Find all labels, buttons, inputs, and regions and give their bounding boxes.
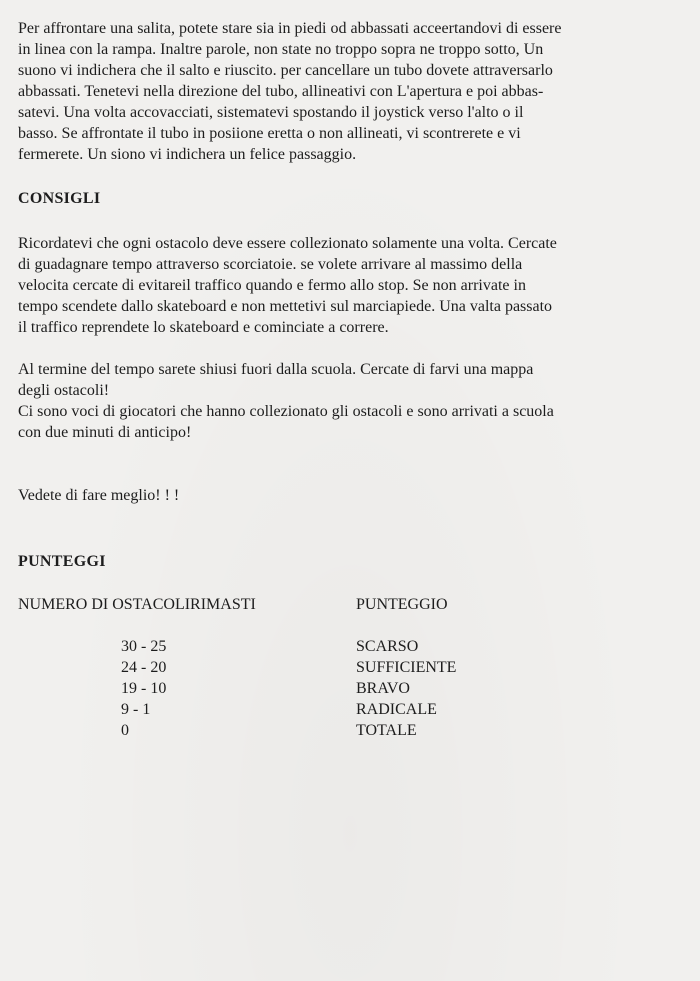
consigli-line: con due minuti di anticipo! xyxy=(18,424,192,441)
intro-paragraph xyxy=(18,18,658,165)
score-rating: RADICALE xyxy=(356,701,437,718)
punteggi-heading: PUNTEGGI xyxy=(18,553,106,570)
intro-line: abbassati. Tenetevi nella direzione del tubo, allineativi con L'apertura e poi abbas- xyxy=(18,83,544,100)
score-row xyxy=(0,722,700,743)
score-row xyxy=(0,680,700,701)
score-range: 30 - 25 xyxy=(121,638,167,655)
consigli-line: Ricordatevi che ogni ostacolo deve essere collezionato solamente una volta. Cercate xyxy=(18,235,557,252)
score-row xyxy=(0,638,700,659)
column-header-obstacles: NUMERO DI OSTACOLIRIMASTI xyxy=(18,596,256,613)
intro-line: basso. Se affrontate il tubo in posiione eretta o non allineati, vi scontrerete e vi xyxy=(18,125,521,142)
score-range: 19 - 10 xyxy=(121,680,167,697)
score-rating: TOTALE xyxy=(356,722,417,739)
consigli-paragraph-1 xyxy=(18,233,658,338)
score-range: 24 - 20 xyxy=(121,659,167,676)
closing-text: Vedete di fare meglio! ! ! xyxy=(18,487,180,504)
score-rating: SUFFICIENTE xyxy=(356,659,457,676)
score-range: 9 - 1 xyxy=(121,701,151,718)
score-rating: BRAVO xyxy=(356,680,410,697)
consigli-line: il traffico reprendete lo skateboard e cominciate a correre. xyxy=(18,319,389,336)
score-rating: SCARSO xyxy=(356,638,419,655)
consigli-paragraph-2 xyxy=(18,359,658,443)
score-row xyxy=(0,701,700,722)
consigli-line: degli ostacoli! xyxy=(18,382,110,399)
consigli-line: di guadagnare tempo attraverso scorciatoie. se volete arrivare al massimo della xyxy=(18,256,523,273)
consigli-line: Ci sono voci di giocatori che hanno collezionato gli ostacoli e sono arrivati a scuola xyxy=(18,403,554,420)
score-row xyxy=(0,659,700,680)
consigli-heading: CONSIGLI xyxy=(18,190,101,207)
closing-line xyxy=(18,485,658,506)
intro-line: satevi. Una volta accovacciati, sistematevi spostando il joystick verso l'alto o il xyxy=(18,104,524,121)
column-header-score: PUNTEGGIO xyxy=(356,596,448,613)
intro-line: in linea con la rampa. Inaltre parole, non state no troppo sopra ne troppo sotto, Un xyxy=(18,41,544,58)
score-range: 0 xyxy=(121,722,129,739)
intro-line: Per affrontare una salita, potete stare sia in piedi od abbassati acceertandovi di essere xyxy=(18,20,562,37)
consigli-line: tempo scendete dallo skateboard e non mettetivi sul marciapiede. Una valta passato xyxy=(18,298,553,315)
consigli-line: velocita cercate di evitareil traffico quando e fermo allo stop. Se non arrivate in xyxy=(18,277,526,294)
intro-line: suono vi indichera che il salto e riuscito. per cancellare un tubo dovete attraversarlo xyxy=(18,62,553,79)
intro-line: fermerete. Un siono vi indichera un felice passaggio. xyxy=(18,146,357,163)
consigli-line: Al termine del tempo sarete shiusi fuori dalla scuola. Cercate di farvi una mappa xyxy=(18,361,534,378)
